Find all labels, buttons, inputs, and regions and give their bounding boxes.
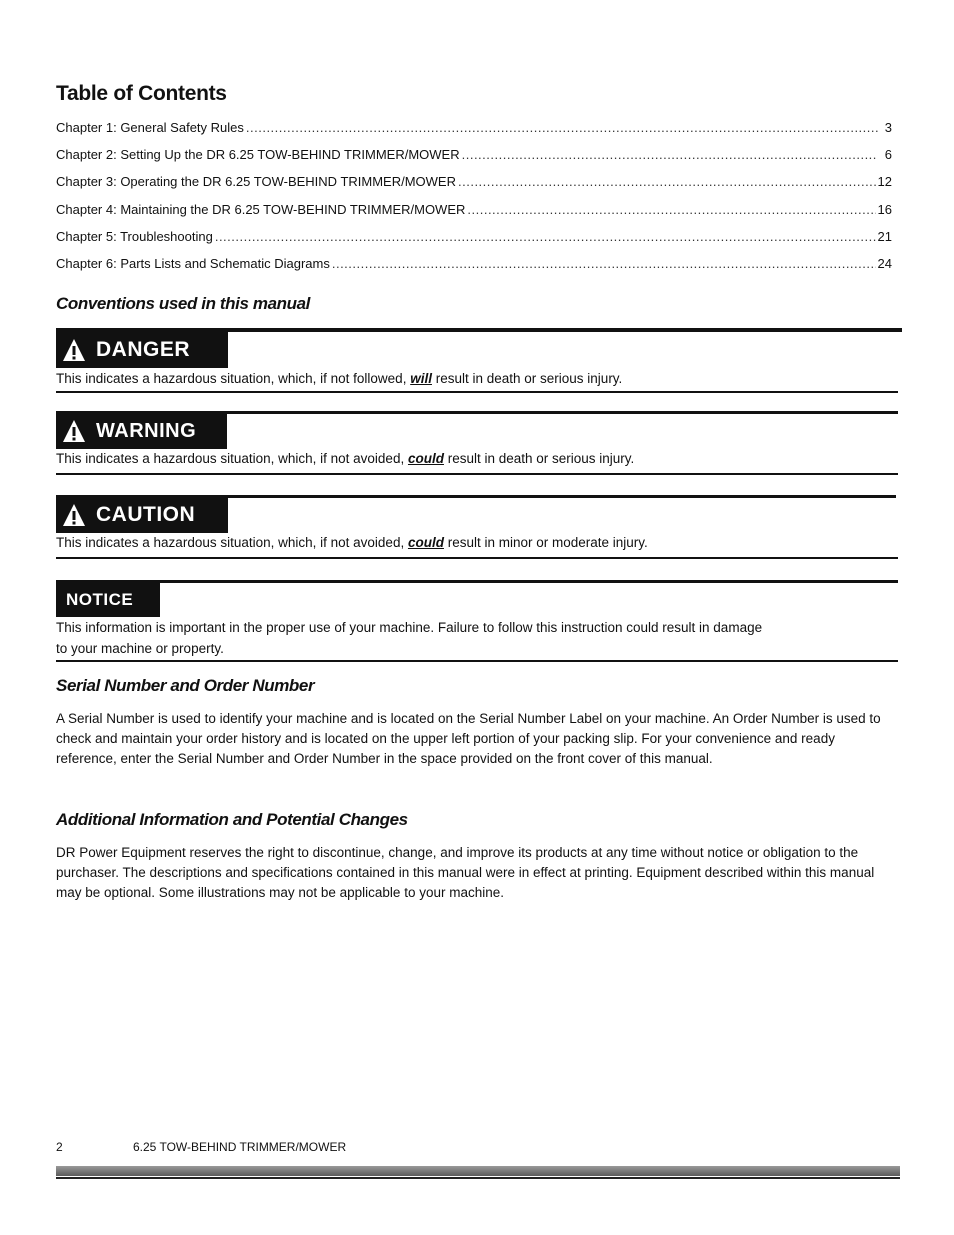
toc-leader xyxy=(458,174,876,189)
toc-leader xyxy=(467,202,875,217)
notice-text-line1: This information is important in the proper use of your machine. Failure to follow this instruction could result in damage xyxy=(56,620,763,635)
toc-entry[interactable] xyxy=(56,229,892,256)
toc-entry[interactable] xyxy=(56,202,892,229)
toc-entry[interactable] xyxy=(56,147,892,174)
toc-leader xyxy=(246,120,878,135)
danger-label xyxy=(56,332,228,368)
danger-text-after: result in death or serious injury. xyxy=(431,371,623,386)
toc-entry-page: 16 xyxy=(877,201,892,217)
footer-rule xyxy=(56,1177,900,1179)
caution-text-before: This indicates a hazardous situation, which, if not avoided, xyxy=(56,535,408,550)
additional-body: DR Power Equipment reserves the right to discontinue, change, and improve its products at any time without notice or obligation to the purchaser. The descriptions and specifications contained in this manual were in effect at printing. Equipment described within this manual may be optional. Some illustrations may not be applicable to your machine. xyxy=(56,845,875,900)
toc-entry-page: 12 xyxy=(877,174,892,190)
toc-entry-page: 24 xyxy=(877,255,892,271)
caution-word: CAUTION xyxy=(96,503,196,526)
warning-text-after: result in death or serious injury. xyxy=(443,451,635,466)
toc-entry-label: Chapter 2: Setting Up the DR 6.25 TOW-BEHIND TRIMMER/MOWER xyxy=(56,147,460,163)
conventions-heading: Conventions used in this manual xyxy=(56,294,310,313)
warning-word: WARNING xyxy=(96,419,197,442)
danger-word: DANGER xyxy=(96,338,191,361)
toc-entry-label: Chapter 6: Parts Lists and Schematic Diagrams xyxy=(56,255,330,271)
footer-bar xyxy=(56,1166,900,1176)
toc-leader xyxy=(215,229,876,244)
warning-triangle-icon xyxy=(62,338,86,362)
toc-entry-page: 21 xyxy=(877,228,892,244)
toc-entry-page: 3 xyxy=(884,120,892,135)
toc-entry-label: Chapter 4: Maintaining the DR 6.25 TOW-BEHIND TRIMMER/MOWER xyxy=(56,201,466,217)
notice-bottom-rule xyxy=(56,660,898,662)
notice-word: NOTICE xyxy=(66,589,134,609)
caution-emphasis: could xyxy=(407,535,444,550)
notice-label xyxy=(56,582,160,617)
toc-entry[interactable] xyxy=(56,174,892,201)
caution-label xyxy=(56,497,228,533)
warning-label xyxy=(56,413,227,449)
caution-text-after: result in minor or moderate injury. xyxy=(443,535,648,550)
warning-bottom-rule xyxy=(56,473,898,475)
toc-entry[interactable] xyxy=(56,120,892,147)
caution-bottom-rule xyxy=(56,557,898,559)
danger-bottom-rule xyxy=(56,391,898,393)
warning-triangle-icon xyxy=(62,503,86,527)
toc-entry-label: Chapter 1: General Safety Rules xyxy=(56,120,244,135)
toc-entry-label: Chapter 5: Troubleshooting xyxy=(56,228,213,244)
footer-page-number: 2 xyxy=(56,1140,63,1154)
toc-entry[interactable] xyxy=(56,256,892,283)
danger-emphasis: will xyxy=(410,371,432,386)
warning-text-before: This indicates a hazardous situation, which, if not avoided, xyxy=(56,451,408,466)
notice-text-line2: to your machine or property. xyxy=(56,641,224,656)
additional-heading: Additional Information and Potential Changes xyxy=(56,810,408,829)
serial-heading: Serial Number and Order Number xyxy=(56,676,315,695)
danger-text xyxy=(56,371,622,386)
caution-text xyxy=(56,535,648,550)
toc-title: Table of Contents xyxy=(56,82,227,105)
toc-leader xyxy=(332,256,876,271)
toc-list xyxy=(56,120,892,283)
toc-entry-label: Chapter 3: Operating the DR 6.25 TOW-BEHIND TRIMMER/MOWER xyxy=(56,174,456,190)
warning-emphasis: could xyxy=(407,451,444,466)
warning-triangle-icon xyxy=(62,419,86,443)
notice-top-rule xyxy=(56,580,898,583)
toc-leader xyxy=(462,147,878,162)
toc-entry-page: 6 xyxy=(884,147,892,163)
warning-text xyxy=(56,451,634,466)
serial-body: A Serial Number is used to identify your machine and is located on the Serial Number Label on your machine. An Order Number is used to check and maintain your order history and is located on the upper left portion of your packing slip. For your convenience and ready reference, enter the Serial Number and Order Number in the space provided on the front cover of this manual. xyxy=(56,711,881,766)
footer-title: 6.25 TOW-BEHIND TRIMMER/MOWER xyxy=(133,1140,347,1154)
danger-text-before: This indicates a hazardous situation, which, if not followed, xyxy=(56,371,411,386)
